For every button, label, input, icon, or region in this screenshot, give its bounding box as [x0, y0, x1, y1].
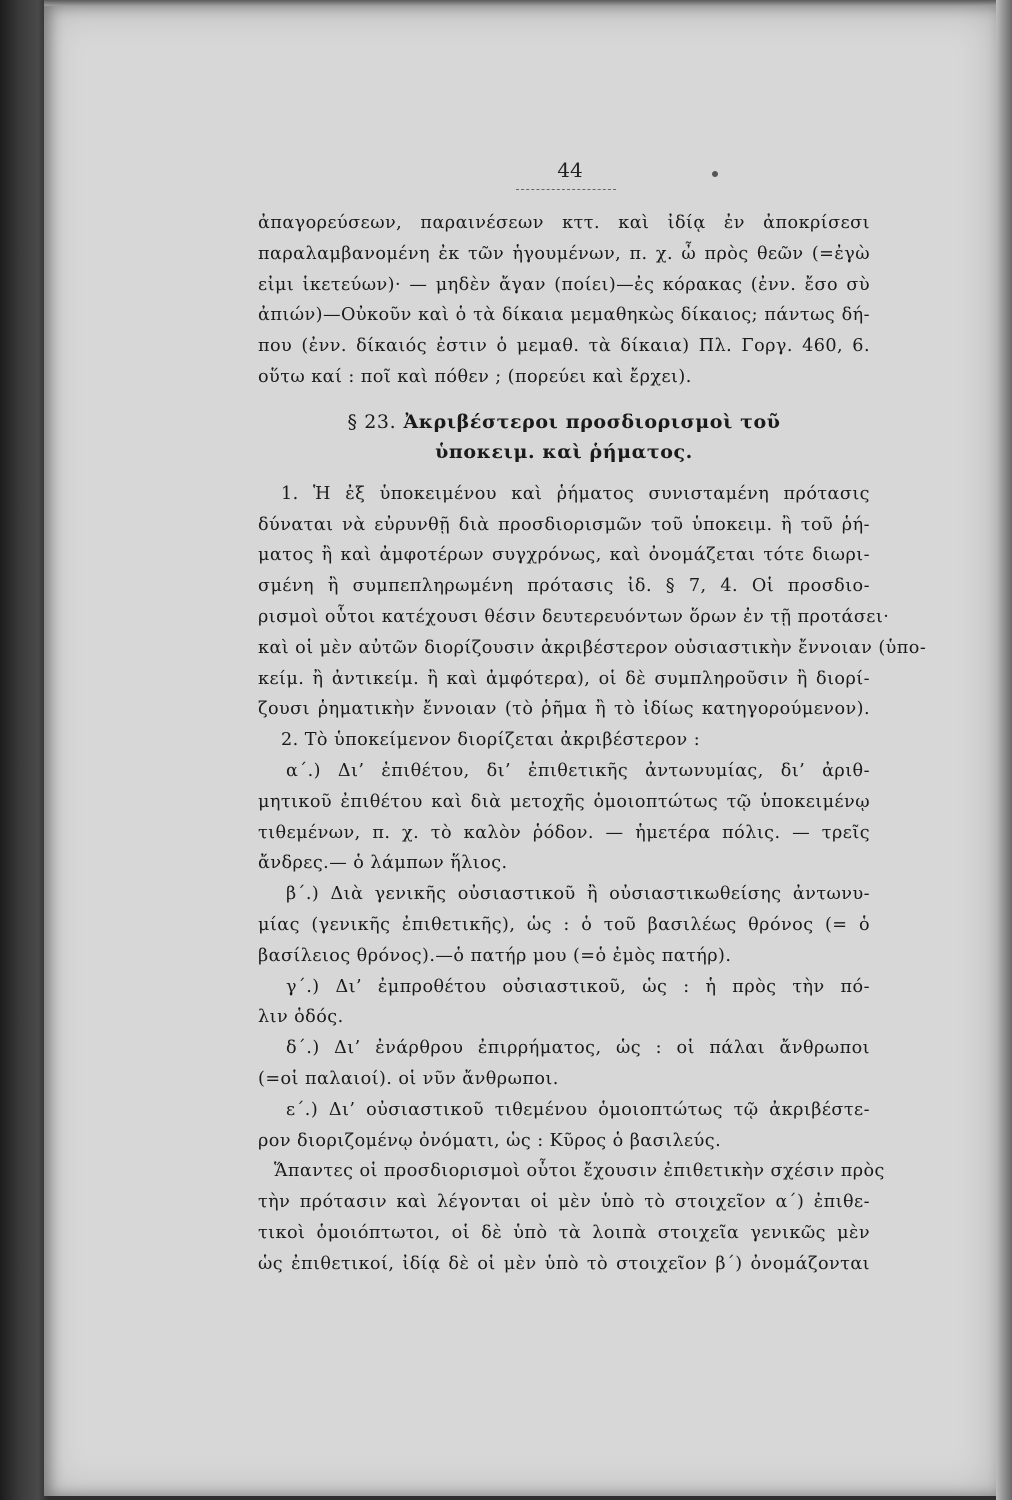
- text-line: ε΄.) Δι’ οὐσιαστικοῦ τιθεμένου ὁμοιοπτώτως τῷ ἀκριβέστε-: [286, 1099, 870, 1120]
- text-line: β΄.) Διὰ γενικῆς οὐσιαστικοῦ ἢ οὐσιαστικωθείσης ἀντωνυ-: [286, 884, 870, 905]
- text-line: ρισμοὶ οὗτοι κατέχουσι θέσιν δευτερευόντων ὅρων ἐν τῇ προτάσει·: [258, 606, 890, 627]
- text-line: γ΄.) Δι’ ἐμπροθέτου οὐσιαστικοῦ, ὡς : ἡ πρὸς τὴν πό-: [286, 976, 870, 997]
- section-heading: [258, 407, 870, 437]
- text-line: που (ἐνν. δίκαιός ἐστιν ὁ μεμαθ. τὰ δίκαια) Πλ. Γοργ. 460, 6.: [258, 336, 870, 357]
- text-line: εἰμι ἱκετεύων)· — μηδὲν ἄγαν (ποίει)—ἐς κόρακας (ἐνν. ἔσο σὺ: [258, 274, 870, 295]
- text-line: ἄνδρες.— ὁ λάμπων ἥλιος.: [258, 853, 508, 874]
- text-line: ὡς ἐπιθετικοί, ἰδίᾳ δὲ οἱ μὲν ὑπὸ τὸ στοιχεῖον β΄) ὀνομάζονται: [258, 1253, 870, 1274]
- text-line: α΄.) Δι’ ἐπιθέτου, δι’ ἐπιθετικῆς ἀντωνυμίας, δι’ ἀριθ-: [286, 760, 870, 781]
- text-line: ζουσι ῥηματικὴν ἔννοιαν (τὸ ῥῆμα ἢ τὸ ἰδίως κατηγορούμενον).: [258, 699, 870, 720]
- text-line: οὕτω καί : ποῖ καὶ πόθεν ; (πορεύει καὶ ἔρχει).: [258, 366, 692, 387]
- ink-spot: [712, 171, 718, 177]
- body-text: [258, 208, 927, 1280]
- text-line: δύναται νὰ εὐρυνθῇ διὰ προσδιορισμῶν τοῦ ὑποκειμ. ἢ τοῦ ῥή-: [258, 514, 870, 535]
- text-line: σμένη ἢ συμπεπληρωμένη πρότασις ἰδ. § 7, 4. Οἱ προσδιο-: [258, 576, 870, 597]
- text-line: βασίλειος θρόνος).—ὁ πατήρ μου (=ὁ ἐμὸς πατήρ).: [258, 945, 732, 966]
- text-line: δ΄.) Δι’ ἐνάρθρου ἐπιρρήματος, ὡς : οἱ πάλαι ἄνθρωποι: [286, 1038, 870, 1059]
- text-line: μίας (γενικῆς ἐπιθετικῆς), ὡς : ὁ τοῦ βασιλέως θρόνος (= ὁ: [258, 914, 870, 935]
- text-line: (=οἱ παλαιοί). οἱ νῦν ἄνθρωποι.: [258, 1068, 559, 1089]
- header-rule: [516, 189, 616, 190]
- text-line: ματος ἢ καὶ ἀμφοτέρων συγχρόνως, καὶ ὀνομάζεται τότε διωρι-: [258, 545, 870, 566]
- text-line: Ἅπαντες οἱ προσδιορισμοὶ οὗτοι ἔχουσιν ἐπιθετικὴν σχέσιν πρὸς: [274, 1161, 885, 1182]
- section-number: § 23.: [347, 410, 397, 433]
- text-line: ἀπαγορεύσεων, παραινέσεων κττ. καὶ ἰδίᾳ ἐν ἀποκρίσεσι: [258, 213, 870, 233]
- page-right-edge: [996, 0, 1012, 1500]
- text-line: 2. Τὸ ὑποκείμενον διορίζεται ἀκριβέστερον :: [281, 730, 701, 751]
- section-title-line-2: ὑποκειμ. καὶ ῥήματος.: [435, 440, 693, 463]
- text-line: τιθεμένων, π. χ. τὸ καλὸν ῥόδον. — ἡμετέρα πόλις. — τρεῖς: [258, 822, 870, 843]
- text-line: τικοὶ ὁμοιόπτωτοι, οἱ δὲ ὑπὸ τὰ λοιπὰ στοιχεῖα γενικῶς μὲν: [258, 1222, 870, 1243]
- text-line: ρον διοριζομένῳ ὀνόματι, ὡς : Κῦρος ὁ βασιλεύς.: [258, 1130, 722, 1151]
- text-line: ἀπιών)—Οὐκοῦν καὶ ὁ τὰ δίκαια μεμαθηκὼς δίκαιος; πάντως δή-: [258, 305, 870, 326]
- text-line: καὶ οἱ μὲν αὐτῶν διορίζουσιν ἀκριβέστερον οὐσιαστικὴν ἔννοιαν (ὑπο-: [258, 637, 927, 658]
- text-line: λιν ὁδός.: [258, 1007, 344, 1028]
- section-title-line-1: Ἀκριβέστεροι προσδιορισμοὶ τοῦ: [403, 410, 781, 433]
- text-line: κείμ. ἢ ἀντικείμ. ἢ καὶ ἀμφότερα), οἱ δὲ συμπληροῦσιν ἢ διορί-: [258, 668, 870, 689]
- text-line: παραλαμβανομένη ἐκ τῶν ἡγουμένων, π. χ. ὦ πρὸς θεῶν (=ἐγὼ: [258, 243, 870, 264]
- text-line: μητικοῦ ἐπιθέτου καὶ διὰ μετοχῆς ὁμοιοπτώτως τῷ ὑποκειμένῳ: [258, 791, 870, 812]
- page-number: 44: [557, 158, 583, 182]
- text-line: 1. Ἡ ἐξ ὑποκειμένου καὶ ῥήματος συνισταμένη πρότασις: [281, 483, 870, 504]
- text-line: τὴν πρότασιν καὶ λέγονται οἱ μὲν ὑπὸ τὸ στοιχεῖον α΄) ἐπιθε-: [258, 1192, 870, 1213]
